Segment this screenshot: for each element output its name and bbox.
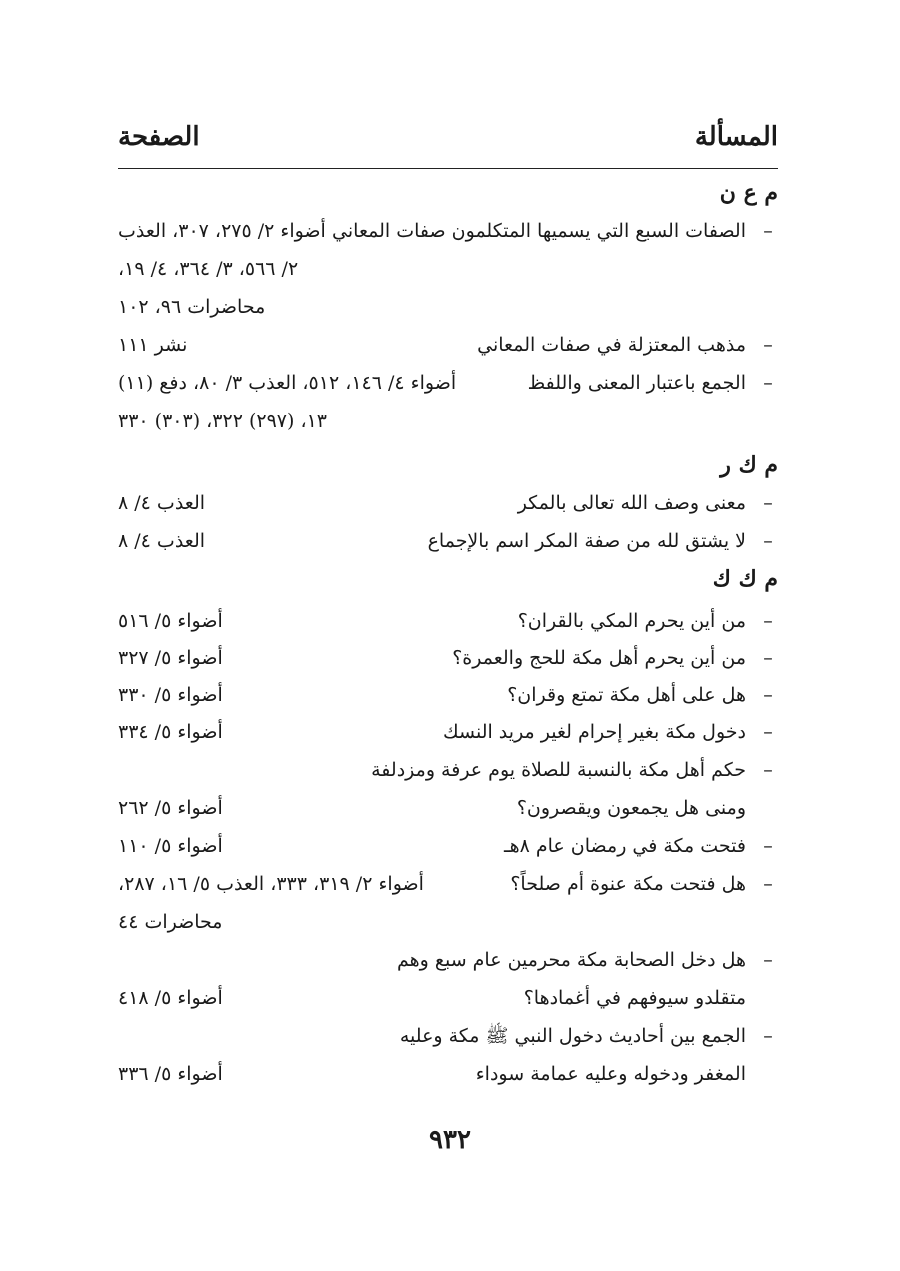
section-root	[118, 448, 778, 482]
entry-question: دخول مكة بغير إحرام لغير مريد النسك	[443, 721, 746, 743]
list-item	[118, 753, 778, 787]
entry-dash: –	[763, 1025, 773, 1047]
entry-question: الجمع باعتبار المعنى واللفظ	[527, 372, 746, 394]
entry-reference: نشر ١١١	[118, 334, 188, 356]
list-item	[118, 943, 778, 977]
entry-dash: –	[763, 759, 773, 781]
entry-reference: محاضرات ٩٦، ١٠٢	[118, 296, 266, 318]
entry-reference: أضواء ٥/ ٣٢٧	[118, 647, 223, 669]
entry-reference: محاضرات ٤٤	[118, 911, 223, 933]
entry-dash: –	[763, 530, 773, 552]
section-root	[118, 562, 778, 596]
list-item	[118, 366, 778, 400]
entry-dash: –	[763, 721, 773, 743]
list-item	[118, 524, 778, 558]
header-issue-label: المسألة	[694, 122, 778, 152]
entry-dash: –	[763, 610, 773, 632]
list-item-continuation	[118, 1057, 778, 1091]
section-root-label: م ك ك	[712, 566, 778, 592]
entry-dash: –	[763, 647, 773, 669]
entry-reference: أضواء ٤/ ١٤٦، ٥١٢، العذب ٣/ ٨٠، دفع (١١)	[118, 372, 457, 394]
entry-question: هل فتحت مكة عنوة أم صلحاً؟	[510, 873, 746, 895]
entry-reference: ١٣، (٢٩٧) ٣٢٢، (٣٠٣) ٣٣٠	[118, 410, 328, 432]
entry-question: هل على أهل مكة تمتع وقران؟	[507, 684, 746, 706]
entry-question: الجمع بين أحاديث دخول النبي ﷺ مكة وعليه	[399, 1025, 746, 1047]
entry-reference: أضواء ٥/ ٣٣٤	[118, 721, 223, 743]
page-header	[118, 122, 778, 162]
entry-question: من أين يحرم أهل مكة للحج والعمرة؟	[452, 647, 746, 669]
list-item	[118, 829, 778, 863]
entry-dash: –	[763, 492, 773, 514]
entry-dash: –	[763, 835, 773, 857]
entry-dash: –	[763, 684, 773, 706]
entry-question: ومنى هل يجمعون ويقصرون؟	[516, 797, 746, 819]
entry-reference: ٢/ ٥٦٦، ٣/ ٣٦٤، ٤/ ١٩،	[118, 258, 299, 280]
entry-dash: –	[763, 334, 773, 356]
page-number: ٩٣٢	[429, 1125, 471, 1155]
list-item-continuation	[118, 290, 778, 324]
entry-dash: –	[763, 220, 773, 242]
entry-reference: أضواء ٢/ ٢٧٥، ٣٠٧، العذب	[118, 220, 326, 242]
entry-question: المغفر ودخوله وعليه عمامة سوداء	[475, 1063, 746, 1085]
entry-question: الصفات السبع التي يسميها المتكلمون صفات المعاني	[332, 220, 746, 242]
list-item	[118, 486, 778, 520]
entry-reference: العذب ٤/ ٨	[118, 492, 206, 514]
section-root-label: م ك ر	[720, 452, 778, 478]
entry-reference: أضواء ٥/ ٥١٦	[118, 610, 223, 632]
entry-dash: –	[763, 372, 773, 394]
entry-dash: –	[763, 873, 773, 895]
entry-reference: أضواء ٥/ ١١٠	[118, 835, 223, 857]
entry-question: فتحت مكة في رمضان عام ٨هـ	[504, 835, 746, 857]
list-item-continuation	[118, 252, 778, 286]
entry-reference: أضواء ٢/ ٣١٩، ٣٣٣، العذب ٥/ ١٦، ٢٨٧،	[118, 873, 424, 895]
entry-question: مذهب المعتزلة في صفات المعاني	[477, 334, 746, 356]
list-item	[118, 604, 778, 638]
section-root-label: م ع ن	[719, 180, 778, 206]
entry-reference: أضواء ٥/ ٣٣٠	[118, 684, 223, 706]
section-root	[118, 176, 778, 210]
list-item	[118, 328, 778, 362]
list-item	[118, 678, 778, 712]
entry-question: حكم أهل مكة بالنسبة للصلاة يوم عرفة ومزدلفة	[371, 759, 746, 781]
list-item	[118, 641, 778, 675]
entry-reference: أضواء ٥/ ٤١٨	[118, 987, 223, 1009]
entry-question: معنى وصف الله تعالى بالمكر	[517, 492, 746, 514]
list-item	[118, 715, 778, 749]
entry-question: من أين يحرم المكي بالقران؟	[517, 610, 746, 632]
entry-dash: –	[763, 949, 773, 971]
list-item	[118, 867, 778, 901]
entry-question: لا يشتق لله من صفة المكر اسم بالإجماع	[427, 530, 746, 552]
entry-question: متقلدو سيوفهم في أغمادها؟	[523, 987, 746, 1009]
header-page-label: الصفحة	[118, 122, 200, 152]
entry-reference: أضواء ٥/ ٢٦٢	[118, 797, 223, 819]
header-divider	[118, 168, 778, 169]
list-item-continuation	[118, 981, 778, 1015]
entry-question: هل دخل الصحابة مكة محرمين عام سبع وهم	[396, 949, 746, 971]
entry-reference: أضواء ٥/ ٣٣٦	[118, 1063, 223, 1085]
list-item	[118, 214, 778, 248]
list-item	[118, 1019, 778, 1053]
list-item-continuation	[118, 791, 778, 825]
list-item-continuation	[118, 404, 778, 438]
list-item-continuation	[118, 905, 778, 939]
entry-reference: العذب ٤/ ٨	[118, 530, 206, 552]
